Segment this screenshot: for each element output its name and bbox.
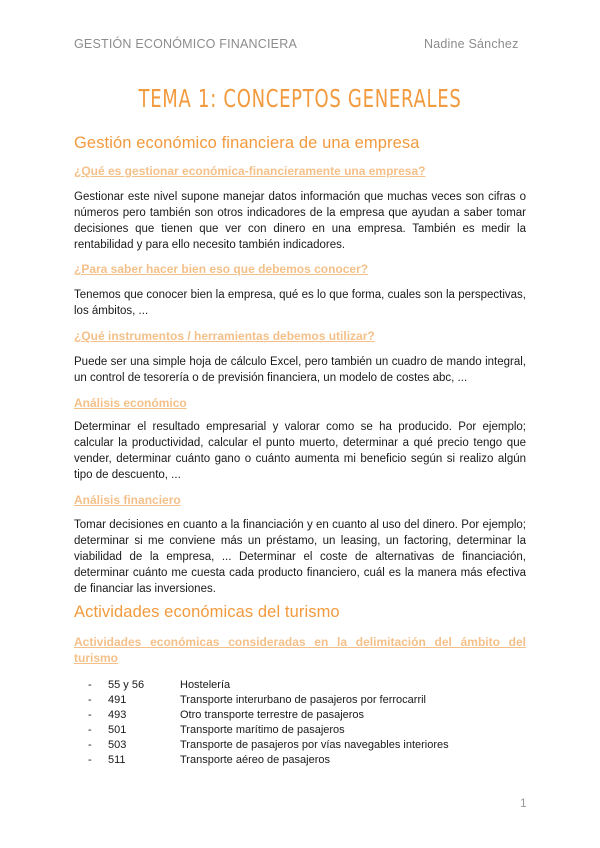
question-que-es-gestionar: ¿Qué es gestionar económica-financieramente una empresa? <box>74 164 426 178</box>
list-dash: - <box>88 709 92 721</box>
activity-code: 501 <box>108 724 127 736</box>
activity-code: 493 <box>108 709 127 721</box>
section-heading-turismo: Actividades económicas del turismo <box>74 603 340 621</box>
heading-analisis-economico: Análisis económico <box>74 396 187 410</box>
page-title: TEMA 1: CONCEPTOS GENERALES <box>138 84 462 113</box>
activity-description: Transporte aéreo de pasajeros <box>180 754 331 766</box>
list-dash: - <box>88 724 92 736</box>
section-heading-gestion: Gestión económico financiera de una empresa <box>74 134 420 152</box>
paragraph-para-saber: Tenemos que conocer bien la empresa, qué es lo que forma, cuales son la perspectivas, los ámbitos, ... <box>74 289 526 317</box>
heading-analisis-financiero: Análisis financiero <box>74 493 181 507</box>
question-para-saber: ¿Para saber hacer bien eso que debemos conocer? <box>74 262 369 276</box>
activity-description: Transporte interurbano de pasajeros por ferrocarril <box>180 694 426 706</box>
activity-description: Hostelería <box>180 679 231 691</box>
activity-description: Otro transporte terrestre de pasajeros <box>180 709 365 721</box>
activity-code: 55 y 56 <box>108 679 145 691</box>
header-left: GESTIÓN ECONÓMICO FINANCIERA <box>74 37 297 51</box>
paragraph-analisis-financiero: Tomar decisiones en cuanto a la financiación y en cuanto al uso del dinero. Por ejemplo; determinar si me conviene más un préstamo, un leasing, un factoring, determinar la viabilidad de la empresa, ... Determinar el coste de alternativas de financiación, determinar cuánto me cuesta cada producto financiero, cuál es la manera más efectiva de financiar las inversiones. <box>74 519 526 595</box>
page-number: 1 <box>520 796 527 810</box>
activity-description: Transporte de pasajeros por vías navegables interiores <box>180 739 449 751</box>
paragraph-analisis-economico: Determinar el resultado empresarial y valorar como se ha producido. Por ejemplo; calcular la productividad, calcular el punto muerto, determinar a qué precio tengo que vender, determinar cuánto gano o cuánto aumenta mi beneficio según si realizo algún tipo de descuento, ... <box>74 421 526 481</box>
question-instrumentos: ¿Qué instrumentos / herramientas debemos utilizar? <box>74 329 375 343</box>
paragraph-instrumentos: Puede ser una simple hoja de cálculo Excel, pero también un cuadro de mando integral, un control de tesorería o de previsión financiera, un modelo de costes abc, ... <box>74 356 526 384</box>
activity-description: Transporte marítimo de pasajeros <box>180 724 345 736</box>
list-dash: - <box>88 739 92 751</box>
subheading-actividades: Actividades económicas consideradas en la delimitación del ámbito del turismo <box>74 635 526 665</box>
activity-code: 511 <box>108 754 126 766</box>
list-dash: - <box>88 694 92 706</box>
activity-code: 503 <box>108 739 127 751</box>
paragraph-que-es-gestionar: Gestionar este nivel supone manejar datos información que muchas veces son cifras o números pero también son otros indicadores de la empresa que ayudan a saber tomar decisiones que tienen que ver con dinero en una empresa. También es medir la rentabilidad y para ello necesito también indicadores. <box>74 191 526 251</box>
list-dash: - <box>88 679 92 691</box>
activity-code: 491 <box>108 694 127 706</box>
header-right: Nadine Sánchez <box>424 37 519 51</box>
list-dash: - <box>88 754 92 766</box>
